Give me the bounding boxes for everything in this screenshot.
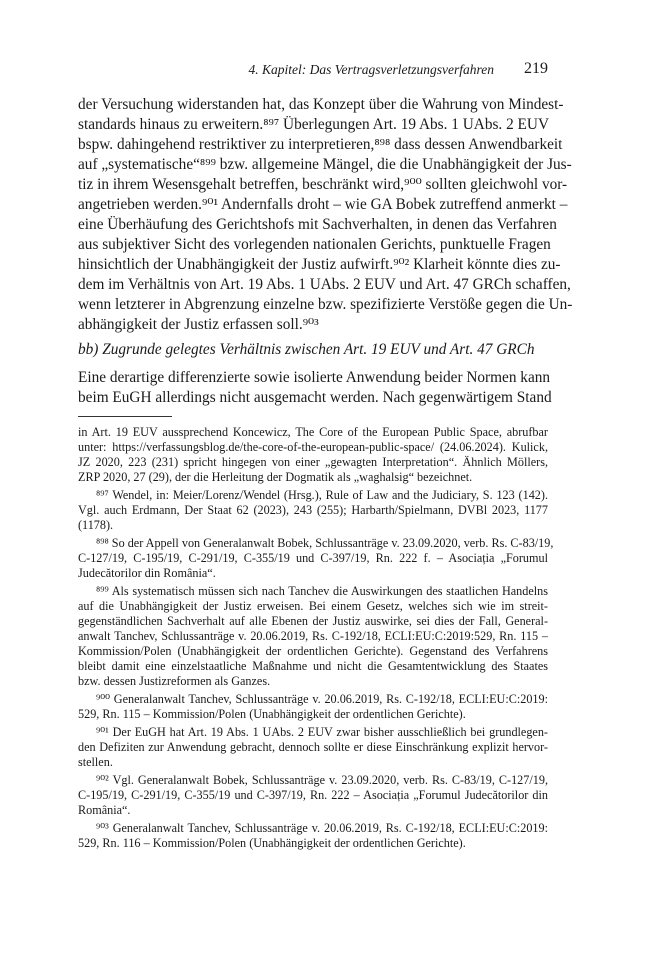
footnote-line: in Art. 19 EUV aussprechend Koncewicz, The Core of the European Public Space, abrufbar <box>78 425 548 439</box>
footnote-line: bleibt damit eine einzelstaatliche Maßnahme und nicht die Gesamtentwicklung des Staates <box>78 659 548 673</box>
footnote-line: (1178). <box>78 518 114 532</box>
footnote-line: 529, Rn. 116 – Kommission/Polen (Unabhängigkeit der ordentlichen Gerichte). <box>78 836 466 850</box>
footnote-line: stellen. <box>78 755 113 769</box>
footnote-separator <box>78 416 172 417</box>
chapter-title: 4. Kapitel: Das Vertragsverletzungsverfahren <box>248 62 494 77</box>
body-line: hinsichtlich der Unabhängigkeit der Justiz aufwirft.⁹⁰² Klarheit könnte dies zu- <box>78 256 561 273</box>
footnote-line: unter: https://verfassungsblog.de/the-core-of-the-european-public-space/ (24.06.2024). Kulick, <box>78 440 548 454</box>
footnote-line: auf die Unabhängigkeit der Justiz erweisen. Bei einem Gesetz, welches sich wie im streit- <box>78 599 548 613</box>
footnote-line: gegenständlichen Sachverhalt auf alle Ebenen der Justiz auswirke, sei dies der Fall, General- <box>78 614 548 628</box>
body-line: abhängigkeit der Justiz erfassen soll.⁹⁰³ <box>78 316 319 333</box>
body-line: beim EuGH allerdings nicht ausgemacht werden. Nach gegenwärtigem Stand <box>78 389 552 406</box>
body-line: standards hinaus zu erweitern.⁸⁹⁷ Überlegungen Art. 19 Abs. 1 UAbs. 2 EUV <box>78 116 549 133</box>
footnote-line: Vgl. auch Erdmann, Der Staat 62 (2023), 243 (255); Harbarth/Spielmann, DVBl 2023, 1177 <box>78 503 548 517</box>
footnote-line: ⁹⁰³ Generalanwalt Tanchev, Schlussanträge v. 20.06.2019, Rs. C-192/18, ECLI:EU:C:2019: <box>96 821 548 835</box>
body-line: aus subjektiver Sicht des vorlegenden nationalen Gerichts, punktuelle Fragen <box>78 236 551 253</box>
footnote-line: ⁸⁹⁹ Als systematisch müssen sich nach Tanchev die Auswirkungen des staatlichen Handelns <box>96 584 548 598</box>
page-number: 219 <box>524 60 548 77</box>
footnote-line: ⁹⁰² Vgl. Generalanwalt Bobek, Schlussanträge v. 23.09.2020, verb. Rs. C-83/19, C-127/19, <box>96 773 548 787</box>
body-line: angetrieben werden.⁹⁰¹ Andernfalls droht – wie GA Bobek zutreffend anmerkt – <box>78 196 568 213</box>
body-line: der Versuchung widerstanden hat, das Konzept über die Wahrung von Mindest- <box>78 96 564 113</box>
footnote-line: bzw. dessen Justizreformen als Ganzes. <box>78 674 271 688</box>
footnote-line: ⁹⁰⁰ Generalanwalt Tanchev, Schlussanträge v. 20.06.2019, Rs. C-192/18, ECLI:EU:C:2019: <box>96 692 548 706</box>
footnote-line: Judecătorilor din România“. <box>78 566 216 580</box>
footnote-line: C-127/19, C-195/19, C-291/19, C-355/19 und C-397/19, Rn. 222 f. – Asociația „Forumul <box>78 551 548 565</box>
footnote-line: anwalt Tanchev, Schlussanträge v. 20.06.2019, Rs. C-192/18, ECLI:EU:C:2019:529, Rn. 115 – <box>78 629 548 643</box>
section-heading: bb) Zugrunde gelegtes Verhältnis zwischen Art. 19 EUV und Art. 47 GRCh <box>78 341 535 358</box>
running-header <box>78 60 548 80</box>
footnote-line: ⁸⁹⁷ Wendel, in: Meier/Lorenz/Wendel (Hrsg.), Rule of Law and the Judiciary, S. 123 (142). <box>96 488 548 502</box>
footnote-line: România“. <box>78 803 131 817</box>
footnote-line: Kommission/Polen (Unabhängigkeit der ordentlichen Gerichte). Gegenstand des Verfahrens <box>78 644 548 658</box>
body-line: auf „systematische“⁸⁹⁹ bzw. allgemeine Mängel, die die Unabhängigkeit der Jus- <box>78 156 572 173</box>
footnote-line: den Defiziten zur Anwendung gebracht, dennoch sollte er diese Einschränkung explizit hervor- <box>78 740 548 754</box>
body-line: tiz in ihrem Wesensgehalt betreffen, beschränkt wird,⁹⁰⁰ sollten gleichwohl vor- <box>78 176 568 193</box>
footnote-line: ⁸⁹⁸ So der Appell von Generalanwalt Bobek, Schlussanträge v. 23.09.2020, verb. Rs. C-83/19, <box>96 536 554 550</box>
body-line: eine Überhäufung des Gerichtshofs mit Sachverhalten, in denen das Verfahren <box>78 216 557 233</box>
footnote-line: JZ 2020, 223 (231) spricht hingegen von einer „gewagten Interpretation“. Ähnlich Möllers, <box>78 455 548 469</box>
footnote-line: 529, Rn. 115 – Kommission/Polen (Unabhängigkeit der ordentlichen Gerichte). <box>78 707 466 721</box>
body-line: wenn letzterer in Abgrenzung einzelne bzw. spezifizierte Verstöße gegen die Un- <box>78 296 573 313</box>
body-line: dem im Verhältnis von Art. 19 Abs. 1 UAbs. 2 EUV und Art. 47 GRCh schaffen, <box>78 276 571 293</box>
footnote-line: C-195/19, C-291/19, C-355/19 und C-397/19, Rn. 222 – Asociația „Forumul Judecătorilor din <box>78 788 548 802</box>
footnote-line: ZRP 2020, 27 (29), der die Herleitung der Dogmatik als „waghalsig“ bezeichnet. <box>78 470 473 484</box>
body-line: bspw. dahingehend restriktiver zu interpretieren,⁸⁹⁸ dass dessen Anwendbarkeit <box>78 136 563 153</box>
body-line: Eine derartige differenzierte sowie isolierte Anwendung beider Normen kann <box>78 369 551 386</box>
footnote-line: ⁹⁰¹ Der EuGH hat Art. 19 Abs. 1 UAbs. 2 EUV zwar bisher ausschließlich bei grundlegen- <box>96 725 548 739</box>
